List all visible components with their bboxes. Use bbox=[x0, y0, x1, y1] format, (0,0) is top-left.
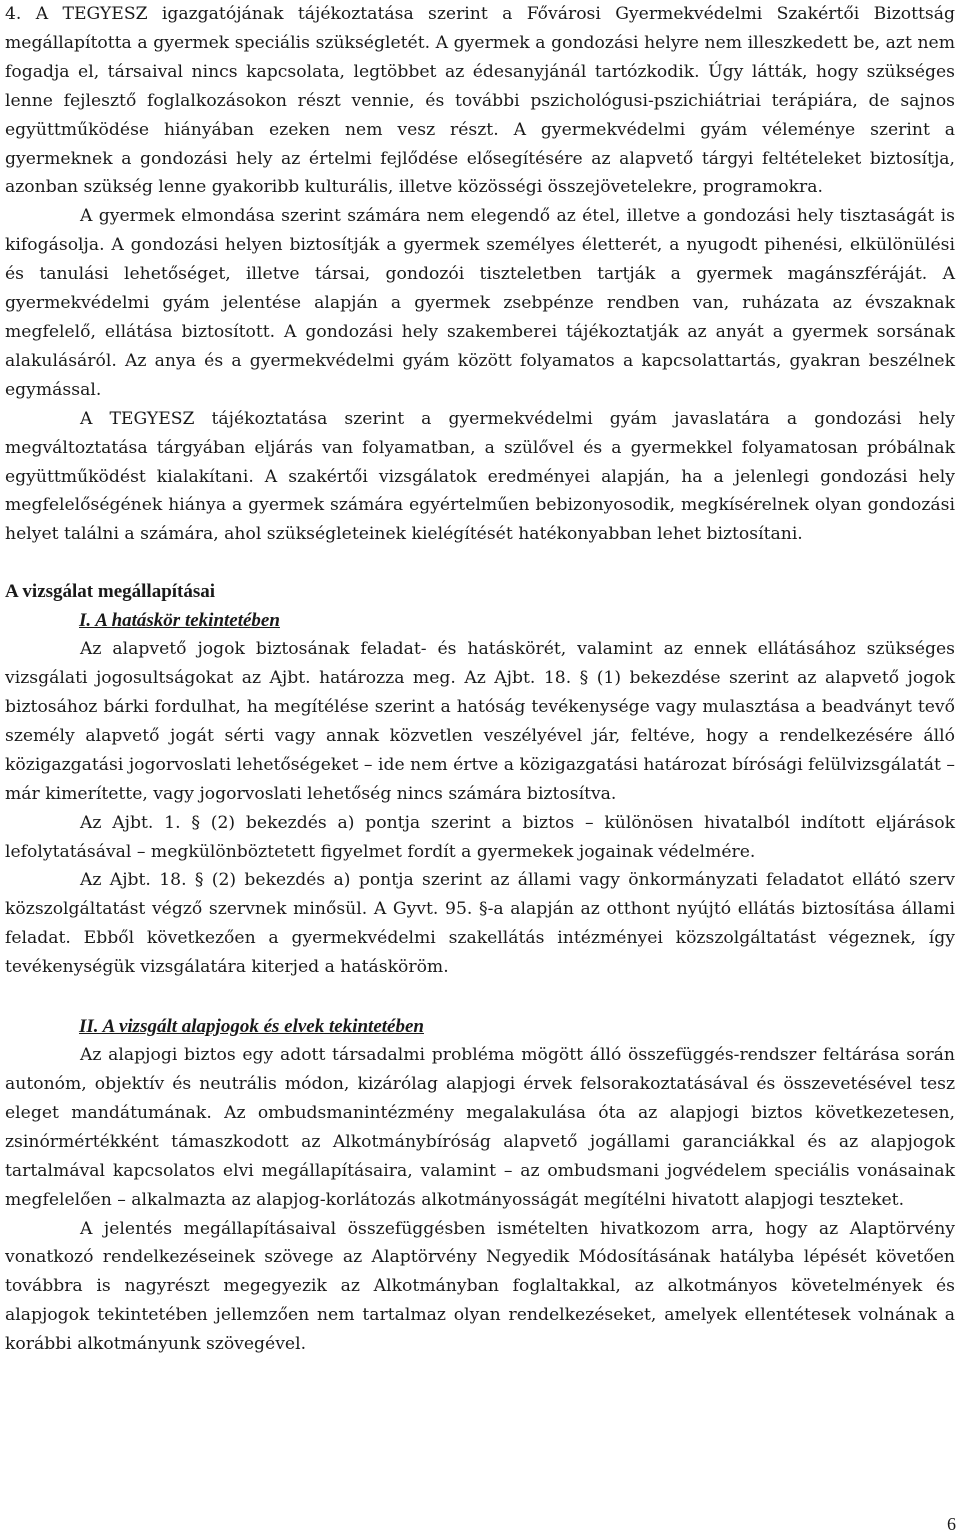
subheading-fundamental-rights: II. A vizsgált alapjogok és elvek tekintetében bbox=[79, 1016, 424, 1038]
paragraph-ajbt-section-18: Az Ajbt. 18. § (2) bekezdés a) pontja szerint az állami vagy önkormányzati feladatot ellátó szerv közszolgáltatást végző szervnek minősül. A Gyvt. 95. §-a alapján az otthont nyújtó ellátás biztosítása állami feladat. Ebből következően a gyermekvédelmi szakellátás intézményei közszolgáltatást végeznek, így tevékenységük vizsgálatára kiterjed a hatásköröm. bbox=[5, 870, 955, 978]
paragraph-fundamental-law: A jelentés megállapításaival összefüggésben ismételten hivatkozom arra, hogy az Alaptörvény vonatkozó rendelkezéseinek szövege az Alaptörvény Negyedik Módosításának hatályba lépését követően továbbra is nagyrészt megegyezik az Alkotmányban foglaltakkal, az alkotmányos követelmények és alapjogok tekintetében jellemzően nem tartalmaz olyan rendelkezéseket, amelyek ellentétesek volnának a korábbi alkotmányunk szövegével. bbox=[5, 1218, 955, 1355]
paragraph-child-statement: A gyermek elmondása szerint számára nem elegendő az étel, illetve a gondozási hely tisztaságát is kifogásolja. A gondozási helyen biztosítják a gyermek személyes életterét, a nyugodt pihenési, elkülönülési és tanulási lehetőséget, illetve társai, gondozói tiszteletben tartják a gyermek magánszféráját. A gyermekvédelmi gyám jelentése alapján a gyermek zsebpénze rendben van, ruházata az évszaknak megfelelő, ellátása biztosított. A gondozási hely szakemberei tájékoztatják az anyát a gyermek sorsának alakulásáról. Az anya és a gyermekvédelmi gyám között folyamatos a kapcsolattartás, gyakran beszélnek egymással. bbox=[5, 206, 955, 400]
document-page bbox=[5, 0, 955, 1359]
section-heading: A vizsgálat megállapításai bbox=[5, 581, 216, 603]
spacer bbox=[5, 549, 955, 577]
paragraph-ombudsman-approach: Az alapjogi biztos egy adott társadalmi probléma mögött álló összefüggés-rendszer feltárása során autonóm, objektív és neutrális módon, kizárólag alapjogi érvek felsorakoztatásával és összevetésével tesz eleget mandátumának. Az ombudsmanintézmény megalakulása óta az alapjogi biztos következetesen, zsinórmértékként támaszkodott az Alkotmánybíróság alapvető jogállami garanciákkal és az alapjogok tartalmával kapcsolatos elvi megállapításaira, valamint – az ombudsmani jogvédelem speciális vonásainak megfelelően – alkalmazta az alapjog-korlátozás alkotmányosságát megítélni hivatott alapjogi teszteket. bbox=[5, 1045, 955, 1210]
paragraph-tegyesz-information: A TEGYESZ tájékoztatása szerint a gyermekvédelmi gyám javaslatára a gondozási hely megváltoztatása tárgyában eljárás van folyamatban, a szülővel és a gyermekkel folyamatosan próbálnak együttműködést kialakítani. A szakértői vizsgálatok eredményei alapján, ha a jelenlegi gondozási hely megfelelőségének hiánya a gyermek számára egyértelműen bebizonyosodik, megkísérelnek olyan gondozási helyet találni a számára, ahol szükségleteinek kielégítését hatékonyabban lehet biztosítani. bbox=[5, 408, 955, 545]
page-number: 6 bbox=[947, 1514, 956, 1534]
spacer bbox=[5, 982, 955, 1012]
subheading-jurisdiction: I. A hatáskör tekintetében bbox=[79, 610, 280, 632]
paragraph-4-tegyesz-report: 4. A TEGYESZ igazgatójának tájékoztatása szerint a Fővárosi Gyermekvédelmi Szakértői Bizottság megállapította a gyermek speciális szükségletét. A gyermek a gondozási helyre nem illeszkedett be, azt nem fogadja el, társaival nincs kapcsolata, legtöbbet az édesanyjánál tartózkodik. Úgy látták, hogy szükséges lenne fejlesztő foglalkozásokon részt vennie, és további pszichológusi-pszichiátriai terápiára, de sajnos együttműködése hiányában ezeken nem vesz részt. A gyermekvédelmi gyám véleménye szerint a gyermeknek a gondozási hely az értelmi fejlődése elősegítésére az alapvető tárgyi feltételeket biztosítja, azonban szükség lenne gyakoribb kulturális, illetve közösségi összejövetelekre, programokra. bbox=[5, 4, 955, 198]
paragraph-ajbt-section-1: Az Ajbt. 1. § (2) bekezdés a) pontja szerint a biztos – különösen hivatalból indított eljárások lefolytatásával – megkülönböztetett figyelmet fordít a gyermekek jogainak védelmére. bbox=[5, 812, 955, 862]
paragraph-ajbt-competence: Az alapvető jogok biztosának feladat- és hatáskörét, valamint az ennek ellátásához szükséges vizsgálati jogosultságokat az Ajbt. határozza meg. Az Ajbt. 18. § (1) bekezdése szerint az alapvető jogok biztosához bárki fordulhat, ha megítélése szerint a hatóság tevékenysége vagy mulasztása a beadványt tevő személy alapvető jogát sérti vagy annak közvetlen veszélyével jár, feltéve, hogy a rendelkezésére álló közigazgatási jogorvoslati lehetőségeket – ide nem értve a közigazgatási határozat bírósági felülvizsgálatát – már kimerítette, vagy jogorvoslati lehetőség nincs számára biztosítva. bbox=[5, 639, 955, 804]
